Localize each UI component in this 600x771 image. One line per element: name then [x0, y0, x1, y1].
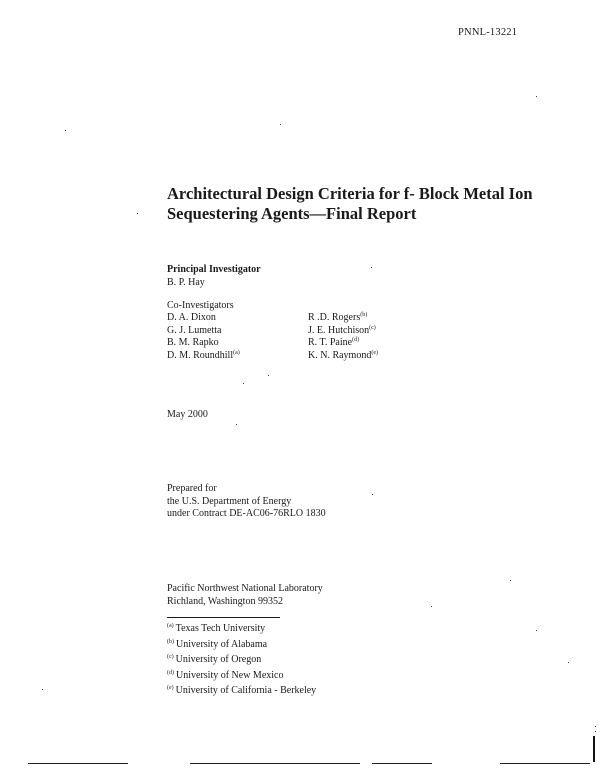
- affiliation-mark: (b): [360, 312, 368, 318]
- footnotes: [167, 620, 316, 698]
- footnote-text: University of Oregon: [175, 654, 262, 665]
- prepared-for-block: [167, 483, 326, 521]
- footnote: [167, 651, 316, 667]
- scan-speck: [595, 731, 596, 732]
- scan-edge-line: [28, 763, 128, 764]
- footnote-mark: (a): [167, 623, 174, 629]
- footnote-mark: (e): [167, 685, 174, 691]
- co-investigators-heading: Co-Investigators: [167, 300, 234, 311]
- scan-edge-line: [190, 763, 360, 764]
- principal-investigator-heading: Principal Investigator: [167, 264, 261, 275]
- scan-speck: [280, 124, 281, 125]
- laboratory-line: Richland, Washington 99352: [167, 595, 283, 607]
- investigator-entry: [167, 350, 240, 363]
- footnote: [167, 636, 316, 652]
- investigator-name: R. T. Paine: [308, 337, 353, 348]
- scan-speck: [536, 630, 537, 631]
- investigator-entry: [167, 337, 240, 350]
- scan-speck: [595, 726, 596, 727]
- affiliation-mark: (a): [233, 349, 240, 356]
- affiliation-mark: (d): [352, 337, 360, 343]
- footnote-mark: (c): [167, 654, 174, 660]
- scan-speck: [65, 130, 66, 131]
- investigator-entry: [308, 325, 378, 338]
- investigator-name: G. J. Lumetta: [167, 324, 222, 336]
- prepared-for-line: under Contract DE-AC06-76RLO 1830: [167, 508, 326, 519]
- footnote-mark: (b): [167, 638, 174, 645]
- investigator-name: B. M. Rapko: [167, 337, 219, 348]
- investigator-entry: [308, 337, 378, 350]
- affiliation-mark: (c): [369, 324, 376, 331]
- footnote-text: University of New Mexico: [176, 669, 284, 681]
- investigator-name: D. A. Dixon: [167, 312, 216, 323]
- scan-speck: [42, 689, 43, 690]
- scan-edge-mark: [593, 736, 595, 762]
- laboratory-line: Pacific Northwest National Laboratory: [167, 583, 323, 594]
- co-investigators-left-column: [167, 312, 240, 362]
- footnote-text: University of Alabama: [176, 638, 268, 650]
- investigator-name: J. E. Hutchison: [308, 324, 370, 336]
- investigator-name: R .D. Rogers: [308, 312, 361, 323]
- scan-speck: [536, 96, 537, 97]
- investigator-entry: [308, 312, 378, 325]
- footnote-text: Texas Tech University: [175, 623, 266, 634]
- footnote: [167, 682, 316, 698]
- scan-speck: [371, 267, 372, 268]
- investigator-entry: [167, 325, 240, 338]
- co-investigators-right-column: [308, 312, 378, 362]
- scan-speck: [431, 606, 432, 607]
- scan-edge-line: [372, 763, 432, 764]
- scan-speck: [243, 383, 244, 384]
- prepared-for-line: the U.S. Department of Energy: [167, 495, 292, 507]
- report-number: PNNL-13221: [458, 27, 518, 38]
- investigator-name: D. M. Roundhill: [167, 349, 234, 361]
- investigator-entry: [308, 350, 378, 363]
- report-date: May 2000: [167, 409, 208, 420]
- laboratory-address: [167, 583, 323, 608]
- scan-speck: [137, 213, 138, 214]
- title-line: Sequestering Agents—Final Report: [167, 204, 417, 223]
- footnote: [167, 667, 316, 683]
- footnote: [167, 620, 316, 636]
- scan-edge-line: [500, 763, 590, 764]
- footnote-divider: [167, 617, 280, 618]
- principal-investigator-name: B. P. Hay: [167, 277, 205, 288]
- footnote-text: University of California - Berkeley: [175, 685, 317, 696]
- scan-speck: [510, 580, 511, 581]
- affiliation-mark: (e): [371, 349, 379, 356]
- report-title: [167, 184, 567, 224]
- scan-speck: [268, 375, 269, 376]
- scan-speck: [372, 494, 373, 495]
- investigator-name: K. N. Raymond: [308, 349, 372, 361]
- scan-speck: [236, 424, 237, 425]
- scan-speck: [568, 662, 569, 663]
- footnote-mark: (d): [167, 669, 174, 676]
- investigator-entry: [167, 312, 240, 325]
- title-line: Architectural Design Criteria for f- Block Metal Ion: [167, 184, 533, 203]
- prepared-for-line: Prepared for: [167, 483, 217, 494]
